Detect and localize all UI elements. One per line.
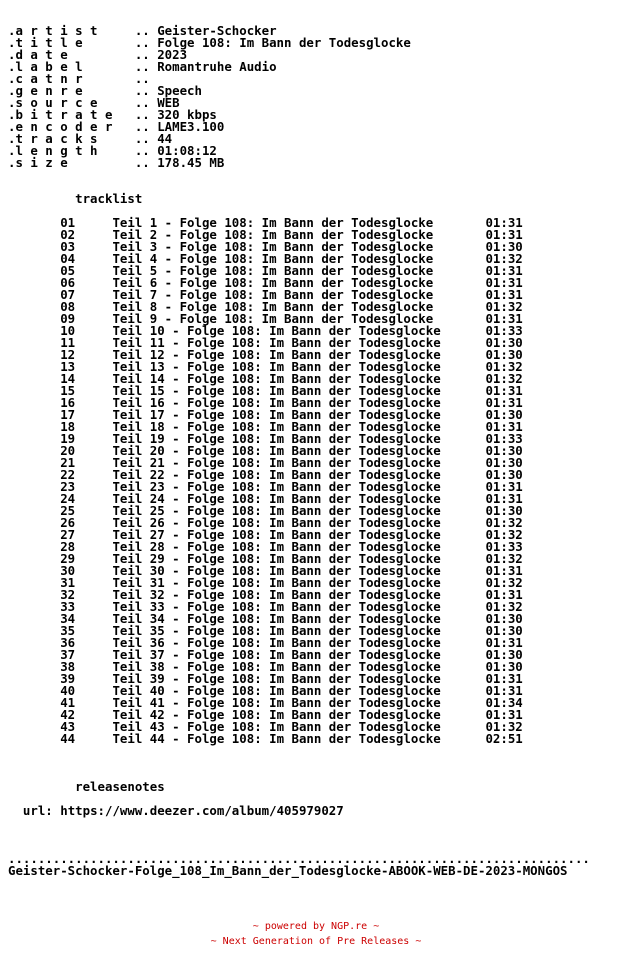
track-number: 39	[60, 671, 76, 686]
info-row-size: .s i z e .. 178.45 MB	[8, 155, 225, 170]
track-length: 01:31	[485, 635, 523, 650]
track-title: Teil 43 - Folge 108: Im Bann der Todesglocke	[112, 719, 441, 734]
track-number: 37	[60, 647, 76, 662]
track-length: 01:31	[485, 383, 523, 398]
track-number: 15	[60, 383, 76, 398]
track-title: Teil 16 - Folge 108: Im Bann der Todesglocke	[112, 395, 441, 410]
track-number: 30	[60, 563, 76, 578]
track-number: 35	[60, 623, 76, 638]
source-value: WEB	[157, 95, 180, 110]
track-title: Teil 39 - Folge 108: Im Bann der Todesglocke	[112, 671, 441, 686]
tracklist-heading-row	[8, 191, 142, 206]
track-number: 06	[60, 275, 76, 290]
track-number: 26	[60, 515, 76, 530]
track-title: Teil 19 - Folge 108: Im Bann der Todesglocke	[112, 431, 441, 446]
track-length: 01:31	[485, 491, 523, 506]
footer-powered-by: ~ powered by NGP.re ~	[252, 921, 380, 932]
track-title: Teil 24 - Folge 108: Im Bann der Todesglocke	[112, 491, 441, 506]
track-number: 08	[60, 299, 76, 314]
track-length: 01:32	[485, 551, 523, 566]
track-number: 22	[60, 467, 76, 482]
track-title: Teil 27 - Folge 108: Im Bann der Todesglocke	[112, 527, 441, 542]
track-number: 28	[60, 539, 76, 554]
track-title: Teil 5 - Folge 108: Im Bann der Todesglocke	[112, 263, 434, 278]
track-length: 01:30	[485, 455, 523, 470]
track-title: Teil 26 - Folge 108: Im Bann der Todesglocke	[112, 515, 441, 530]
track-length: 01:30	[485, 611, 523, 626]
track-length: 01:30	[485, 623, 523, 638]
track-number: 17	[60, 407, 76, 422]
track-length: 01:33	[485, 431, 523, 446]
track-length: 01:34	[485, 695, 523, 710]
track-length: 01:32	[485, 371, 523, 386]
info-row-label: .l a b e l .. Romantruhe Audio	[8, 59, 277, 74]
track-length: 01:30	[485, 659, 523, 674]
track-number: 19	[60, 431, 76, 446]
encoder-value: LAME3.100	[157, 119, 225, 134]
tracklist-heading: tracklist	[75, 191, 143, 206]
track-length: 01:31	[485, 563, 523, 578]
track-title: Teil 6 - Folge 108: Im Bann der Todesglocke	[112, 275, 434, 290]
track-title: Teil 31 - Folge 108: Im Bann der Todesglocke	[112, 575, 441, 590]
track-length: 01:31	[485, 287, 523, 302]
track-number: 29	[60, 551, 76, 566]
info-row-encoder: .e n c o d e r .. LAME3.100	[8, 119, 225, 134]
track-length: 01:31	[485, 671, 523, 686]
track-title: Teil 28 - Folge 108: Im Bann der Todesglocke	[112, 539, 441, 554]
track-length: 01:33	[485, 323, 523, 338]
track-title: Teil 9 - Folge 108: Im Bann der Todesglocke	[112, 311, 434, 326]
genre-value: Speech	[157, 83, 202, 98]
track-length: 01:32	[485, 719, 523, 734]
track-title: Teil 40 - Folge 108: Im Bann der Todesglocke	[112, 683, 441, 698]
track-number: 02	[60, 227, 76, 242]
track-number: 04	[60, 251, 76, 266]
track-number: 43	[60, 719, 76, 734]
track-length: 01:31	[485, 683, 523, 698]
label-value: Romantruhe Audio	[157, 59, 277, 74]
track-length: 01:31	[485, 419, 523, 434]
track-title: Teil 30 - Folge 108: Im Bann der Todesglocke	[112, 563, 441, 578]
releasenotes-heading: releasenotes	[75, 779, 165, 794]
track-length: 01:31	[485, 479, 523, 494]
track-length: 01:30	[485, 347, 523, 362]
track-title: Teil 8 - Folge 108: Im Bann der Todesglocke	[112, 299, 434, 314]
artist-value: Geister-Schocker	[157, 23, 277, 38]
track-title: Teil 15 - Folge 108: Im Bann der Todesglocke	[112, 383, 441, 398]
divider-dots: ..............................................................................	[8, 851, 590, 866]
track-number: 33	[60, 599, 76, 614]
info-row-genre: .g e n r e .. Speech	[8, 83, 202, 98]
track-title: Teil 20 - Folge 108: Im Bann der Todesglocke	[112, 443, 441, 458]
track-title: Teil 12 - Folge 108: Im Bann der Todesglocke	[112, 347, 441, 362]
track-number: 42	[60, 707, 76, 722]
info-row-tracks: .t r a c k s .. 44	[8, 131, 173, 146]
date-value: 2023	[157, 47, 188, 62]
info-row-title: .t i t l e .. Folge 108: Im Bann der Todesglocke	[8, 35, 411, 50]
info-row-artist: .a r t i s t .. Geister-Schocker	[8, 23, 277, 38]
track-title: Teil 23 - Folge 108: Im Bann der Todesglocke	[112, 479, 441, 494]
track-title: Teil 21 - Folge 108: Im Bann der Todesglocke	[112, 455, 441, 470]
track-title: Teil 34 - Folge 108: Im Bann der Todesglocke	[112, 611, 441, 626]
track-number: 03	[60, 239, 76, 254]
track-length: 01:31	[485, 263, 523, 278]
info-row-date: .d a t e .. 2023	[8, 47, 188, 62]
track-number: 05	[60, 263, 76, 278]
releasenotes-heading-row	[8, 779, 165, 794]
release-name: Geister-Schocker-Folge_108_Im_Bann_der_Todesglocke-ABOOK-WEB-DE-2023-MONGOS	[8, 863, 568, 878]
track-number: 38	[60, 659, 76, 674]
track-title: Teil 18 - Folge 108: Im Bann der Todesglocke	[112, 419, 441, 434]
track-number: 36	[60, 635, 76, 650]
track-number: 23	[60, 479, 76, 494]
track-title: Teil 36 - Folge 108: Im Bann der Todesglocke	[112, 635, 441, 650]
track-title: Teil 1 - Folge 108: Im Bann der Todesglocke	[112, 215, 434, 230]
track-title: Teil 42 - Folge 108: Im Bann der Todesglocke	[112, 707, 441, 722]
track-number: 24	[60, 491, 76, 506]
track-number: 10	[60, 323, 76, 338]
bitrate-value: 320 kbps	[157, 107, 217, 122]
track-number: 34	[60, 611, 76, 626]
track-length: 01:30	[485, 503, 523, 518]
track-title: Teil 44 - Folge 108: Im Bann der Todesglocke	[112, 731, 441, 746]
track-length: 01:32	[485, 599, 523, 614]
track-title: Teil 25 - Folge 108: Im Bann der Todesglocke	[112, 503, 441, 518]
track-title: Teil 7 - Folge 108: Im Bann der Todesglocke	[112, 287, 434, 302]
track-length: 01:30	[485, 647, 523, 662]
track-number: 21	[60, 455, 76, 470]
track-number: 12	[60, 347, 76, 362]
track-length: 01:31	[485, 395, 523, 410]
track-title: Teil 37 - Folge 108: Im Bann der Todesglocke	[112, 647, 441, 662]
track-number: 14	[60, 371, 76, 386]
track-number: 18	[60, 419, 76, 434]
track-title: Teil 13 - Folge 108: Im Bann der Todesglocke	[112, 359, 441, 374]
track-title: Teil 38 - Folge 108: Im Bann der Todesglocke	[112, 659, 441, 674]
track-length: 01:31	[485, 215, 523, 230]
track-title: Teil 3 - Folge 108: Im Bann der Todesglocke	[112, 239, 434, 254]
info-row-source: .s o u r c e .. WEB	[8, 95, 180, 110]
track-length: 01:32	[485, 251, 523, 266]
notes-url-label: url:	[22, 803, 53, 818]
track-length: 01:32	[485, 515, 523, 530]
track-length: 01:31	[485, 707, 523, 722]
track-title: Teil 33 - Folge 108: Im Bann der Todesglocke	[112, 599, 441, 614]
track-number: 07	[60, 287, 76, 302]
track-number: 13	[60, 359, 76, 374]
track-title: Teil 4 - Folge 108: Im Bann der Todesglocke	[112, 251, 434, 266]
track-number: 27	[60, 527, 76, 542]
track-title: Teil 11 - Folge 108: Im Bann der Todesglocke	[112, 335, 441, 350]
track-length: 01:30	[485, 239, 523, 254]
info-row-bitrate: .b i t r a t e .. 320 kbps	[8, 107, 217, 122]
track-length: 01:32	[485, 299, 523, 314]
track-title: Teil 2 - Folge 108: Im Bann der Todesglocke	[112, 227, 434, 242]
title-value: Folge 108: Im Bann der Todesglocke	[157, 35, 411, 50]
track-number: 41	[60, 695, 76, 710]
track-length: 01:30	[485, 407, 523, 422]
track-title: Teil 29 - Folge 108: Im Bann der Todesglocke	[112, 551, 441, 566]
track-number: 31	[60, 575, 76, 590]
info-row-length: .l e n g t h .. 01:08:12	[8, 143, 217, 158]
tracklist	[8, 215, 523, 746]
track-title: Teil 14 - Folge 108: Im Bann der Todesglocke	[112, 371, 441, 386]
notes-url-row	[8, 803, 344, 818]
track-number: 44	[60, 731, 76, 746]
nfo-text	[8, 25, 590, 877]
length-value: 01:08:12	[157, 143, 217, 158]
track-number: 25	[60, 503, 76, 518]
track-length: 01:33	[485, 539, 523, 554]
track-length: 01:31	[485, 227, 523, 242]
track-number: 32	[60, 587, 76, 602]
notes-url: https://www.deezer.com/album/405979027	[60, 803, 344, 818]
tracks-value: 44	[157, 131, 173, 146]
track-number: 16	[60, 395, 76, 410]
track-length: 01:30	[485, 335, 523, 350]
track-title: Teil 22 - Folge 108: Im Bann der Todesglocke	[112, 467, 441, 482]
footer-tagline: ~ Next Generation of Pre Releases ~	[210, 936, 422, 947]
track-number: 01	[60, 215, 76, 230]
info-row-catnr: .c a t n r ..	[8, 71, 158, 86]
track-length: 01:30	[485, 467, 523, 482]
track-title: Teil 41 - Folge 108: Im Bann der Todesglocke	[112, 695, 441, 710]
track-number: 09	[60, 311, 76, 326]
track-number: 40	[60, 683, 76, 698]
track-row	[8, 731, 523, 746]
track-length: 01:30	[485, 443, 523, 458]
track-length: 01:32	[485, 575, 523, 590]
track-length: 01:32	[485, 359, 523, 374]
track-number: 20	[60, 443, 76, 458]
track-title: Teil 35 - Folge 108: Im Bann der Todesglocke	[112, 623, 441, 638]
size-value: 178.45 MB	[157, 155, 225, 170]
track-length: 01:31	[485, 311, 523, 326]
track-title: Teil 17 - Folge 108: Im Bann der Todesglocke	[112, 407, 441, 422]
track-title: Teil 10 - Folge 108: Im Bann der Todesglocke	[112, 323, 441, 338]
track-length: 01:31	[485, 275, 523, 290]
track-number: 11	[60, 335, 76, 350]
track-length: 01:32	[485, 527, 523, 542]
track-length: 01:31	[485, 587, 523, 602]
track-title: Teil 32 - Folge 108: Im Bann der Todesglocke	[112, 587, 441, 602]
track-length: 02:51	[485, 731, 523, 746]
